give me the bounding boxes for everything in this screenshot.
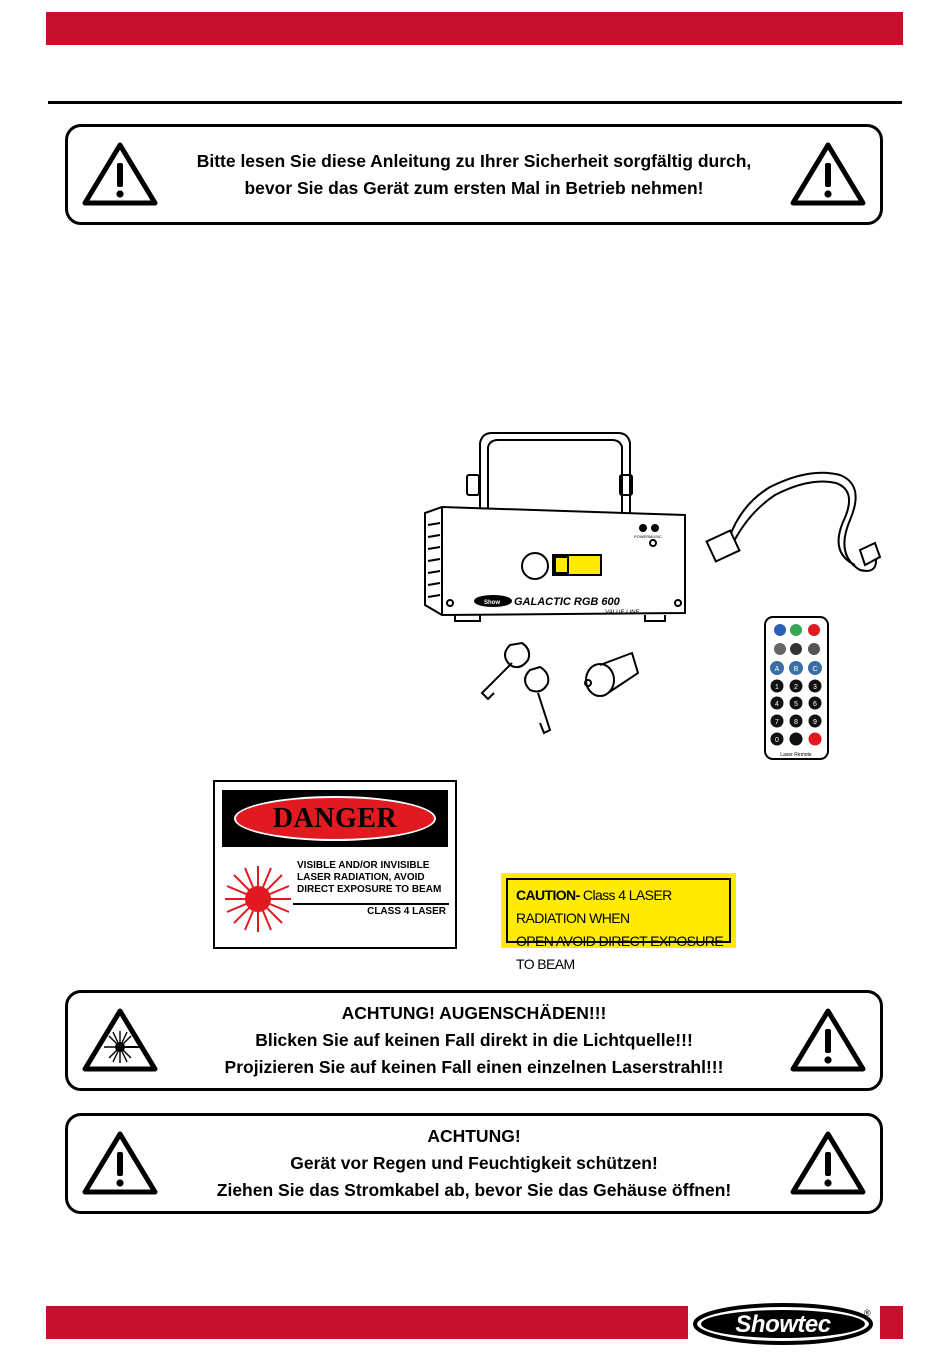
danger-text-line-2: LASER RADIATION, AVOID [297,872,425,883]
product-contents-illustration [410,425,900,765]
remote-key-0: 0 [775,737,779,744]
caution-line-1: Class 4 LASER RADIATION WHEN [516,887,672,926]
header-rule [48,101,902,104]
remote-key-4: 4 [775,701,779,708]
warning-triangle-icon [790,141,866,207]
danger-class-text: CLASS 4 LASER [367,906,446,917]
remote-key-2: 2 [794,684,798,691]
danger-heading: DANGER [272,802,398,834]
header-bar [46,12,903,45]
remote-key-8: 8 [794,719,798,726]
caution-laser-label [501,873,736,972]
caution-prefix: CAUTION- [516,887,580,903]
notice-eye-line-1: ACHTUNG! AUGENSCHÄDEN!!! [341,1003,607,1023]
footer-bar-right [880,1306,903,1339]
notice-read-line-2: bevor Sie das Gerät zum ersten Mal in Betrieb nehmen! [244,177,704,198]
panel-label-power: POWER [634,534,650,539]
footer-bar-left [46,1306,688,1339]
notice-water-line-3: Ziehen Sie das Stromkabel ab, bevor Sie das Gehäuse öffnen! [216,1180,732,1200]
danger-laser-label [213,780,457,949]
danger-text-line-3: DIRECT EXPOSURE TO BEAM [297,884,442,895]
safety-notice-read-manual [65,124,883,225]
safety-notice-eye-damage [65,990,883,1091]
remote-key-6: 6 [813,701,817,708]
remote-key-1: 1 [775,684,779,691]
logo-registered-mark: ® [864,1308,871,1318]
remote-key-5: 5 [794,701,798,708]
laser-warning-icon [82,1007,158,1073]
showtec-logo [688,1302,878,1346]
laser-starburst-icon [223,864,293,934]
warning-triangle-icon [790,1007,866,1073]
remote-caption: Laser Remote [780,752,812,758]
notice-water-line-2: Gerät vor Regen und Feuchtigkeit schützen! [290,1153,658,1173]
warning-triangle-icon [790,1130,866,1196]
keys [482,643,638,733]
laser-model-label: GALACTIC RGB 600 [514,596,620,608]
laser-brand-label: Show [484,600,500,606]
laser-series-label: VALUE LINE [605,610,640,616]
remote-key-9: 9 [813,719,817,726]
danger-oval [234,796,436,841]
mounting-bracket [467,433,632,513]
warning-triangle-icon [82,141,158,207]
notice-read-line-1: Bitte lesen Sie diese Anleitung zu Ihrer Sicherheit sorgfältig durch, [196,150,752,171]
danger-text-line-1: VISIBLE AND/OR INVISIBLE [297,860,430,871]
notice-eye-line-3: Projizieren Sie auf keinen Fall einen einzelnen Laserstrahl!!! [224,1057,724,1077]
remote-key-a: A [774,666,780,673]
notice-water-line-1: ACHTUNG! [427,1126,521,1146]
power-cable [707,473,880,571]
danger-divider [293,903,449,905]
remote-key-c: C [812,666,818,673]
panel-label-music: MUSIC [649,534,662,539]
logo-text: Showtec [735,1311,831,1338]
warning-triangle-icon [82,1130,158,1196]
danger-header [222,790,448,847]
caution-line-2: OPEN AVOID DIRECT EXPOSURE TO BEAM [516,933,724,972]
notice-eye-line-2: Blicken Sie auf keinen Fall direkt in die Lichtquelle!!! [255,1030,693,1050]
remote-key-7: 7 [775,719,779,726]
safety-notice-moisture [65,1113,883,1214]
remote-key-3: 3 [813,684,817,691]
remote-key-b: B [793,666,799,673]
